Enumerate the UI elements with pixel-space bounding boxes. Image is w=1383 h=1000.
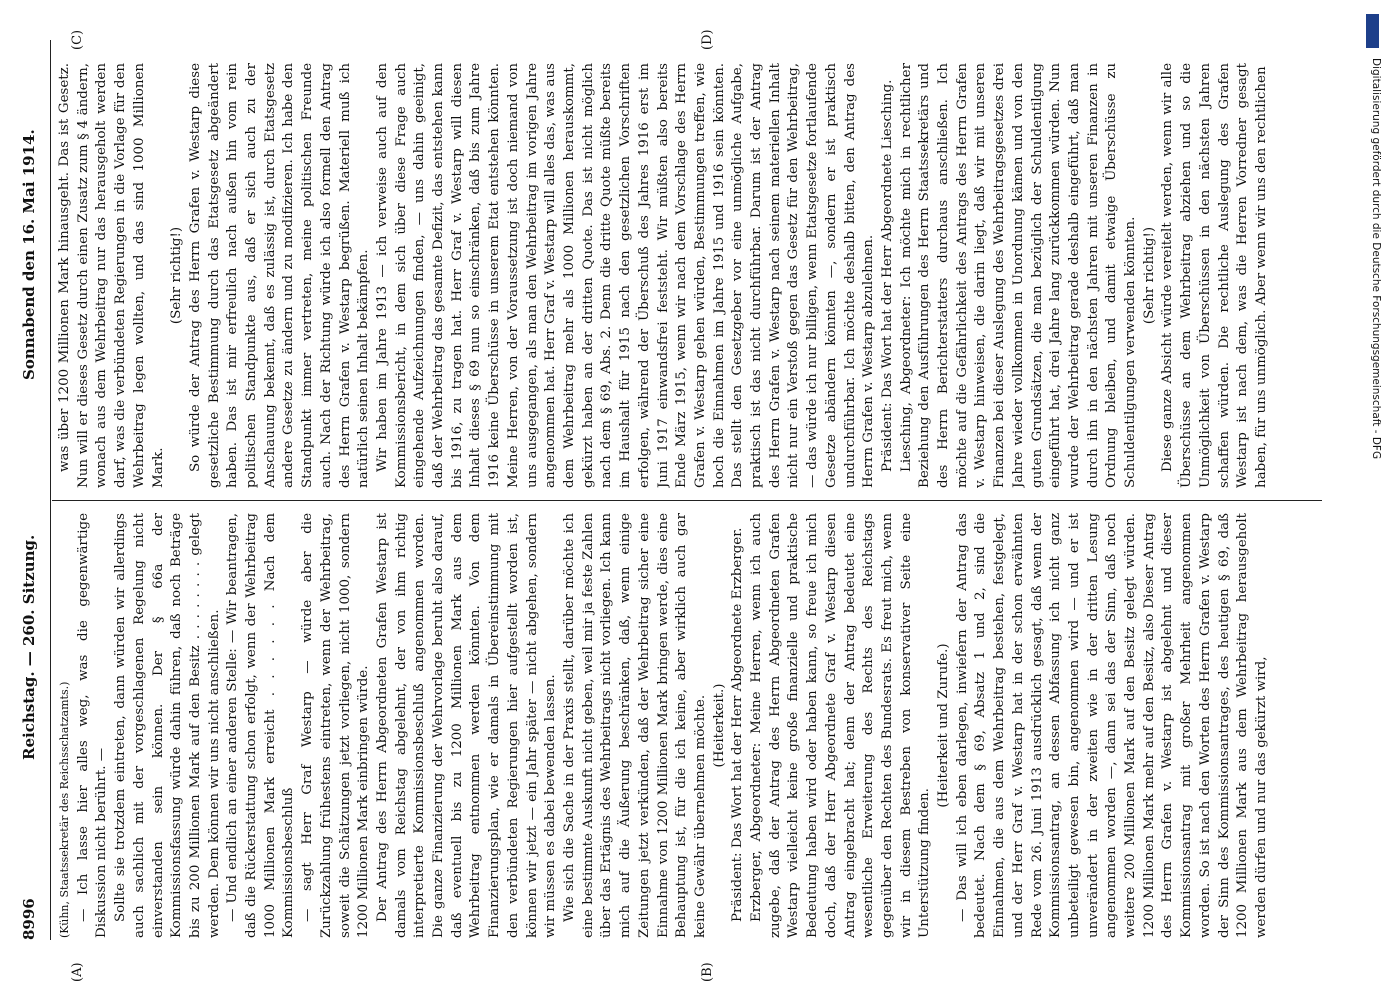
interjection: (Heiterkeit und Zurufe.) xyxy=(936,643,952,808)
sidebar xyxy=(1364,10,1382,1000)
paragraph: Wie sich die Sache in der Praxis stellt, darüber möchte ich eine bestimmte Auskunft nicht geben, weil mir ja feste Zahlen über das Ertägnis des Wehrbeitrags nicht vorliegen. Ich kann mich auf die Äußerung beschränken, daß, wenn einige Zeitungen jetzt verkünden, daß der Wehrbeitrag sicher eine Einnahme von 1200 Millionen Mark bringen werde, dies eine Behauptung ist, für die ich keine, aber wirklich auch gar keine Gewähr übernehmen möchte. xyxy=(561,513,708,938)
running-header xyxy=(20,40,50,940)
margin-mark-d: (D) xyxy=(700,29,715,50)
paragraph: Erzberger, Abgeordneter: Meine Herren, wenn ich auch zugebe, daß der Antrag des Herrn Abgeordneten Grafen Westarp vielleicht keine große finanzielle und praktische Bedeutung haben wird oder haben kann, so freue ich mich doch, daß der Herr Abgeordnete Graf v. Westarp diesen Antrag eingebracht hat; denn der Antrag bedeutet eine wesentliche Erweiterung des Rechts des Reichstags gegenüber den Rechten des Bundesrats. Es freut mich, wenn wir in diesem Bestreben von konservativer Seite eine Unterstützung finden. xyxy=(749,513,933,938)
paragraph: (Kühn, Staatssekretär des Reichsschatzamts.) xyxy=(58,681,71,938)
paragraph: Präsident: Das Wort hat der Herr Abgeordnete Liesching. xyxy=(879,79,895,472)
interjection: (Heiterkeit.) xyxy=(711,683,727,768)
margin-mark-b: (B) xyxy=(700,962,715,982)
dfg-logo xyxy=(1366,14,1379,48)
paragraph: was über 1200 Millionen Mark hinausgeht. Das ist Gesetz. Nun will er dieses Gesetz durch einen Zusatz zum § 4 ändern, wonach aus dem Wehrbeitrag nur das herausgeholt werden darf, was die verbündeten Regierungen in die Vorlage für den Wehrbeitrag legen wollten, und das sind 1000 Millionen Mark. xyxy=(57,63,166,488)
paragraph: — Das will ich eben darlegen, inwiefern der Antrag das bedeutet. Nach dem § 69, Absatz 1 und 2, sind die Einnahmen, die aus dem Wehrbeitrag bestehen, festgelegt, und der Herr Graf v. Westarp hat in der schon erwähnten Rede vom 26. Juni 1913 ausdrücklich gesagt, daß wenn der Kommissionsantrag, an dessen Abfassung ich nicht ganz unbeteiligt gewesen bin, angenommen wird — und er ist unverändert in der zweiten wie in der dritten Lesung angenommen worden —, dann sei das der Sinn, daß noch weitere 200 Millionen Mark auf den Besitz gelegt würden. 1200 Millionen Mark mehr auf den Besitz, also Dieser Antrag des Herrn Grafen v. Westarp ist abgelehnt und dieser Kommissionsantrag mit großer Mehrheit angenommen worden. So ist nach den Worten des Herrn Grafen v. Westarp der Sinn des Kommissionsantrages, des heutigen § 69, daß 1200 Millionen Mark aus dem Wehrbeitrag herausgeholt werden dürfen und nur das gekürzt wird, xyxy=(954,513,1269,938)
paragraph: Präsident: Das Wort hat der Herr Abgeordnete Erzberger. xyxy=(730,527,746,922)
header-rule xyxy=(50,40,51,940)
paragraph: — Und endlich an einer anderen Stelle: — Wir beantragen, daß die Rückerstattung schon erfolgt, wenn der Wehrbeitrag 1000 Millionen Mark erreicht . . . . . . Nach dem Kommissionsbeschluß xyxy=(225,513,297,938)
left-column xyxy=(56,513,1326,938)
sidebar-credit: Digitalisierung gefördert durch die Deutsche Forschungsgemeinschaft - DFG xyxy=(1370,58,1382,460)
right-column xyxy=(56,63,1326,488)
paragraph: — sagt Herr Graf Westarp — würde aber die Zurückzahlung frühestens eintreten, wenn der Wehrbeitrag, soweit die Schätzungen jetzt vorliegen, nicht 1000, sondern 1200 Millionen Mark einbringen würde. xyxy=(300,513,372,938)
paragraph: Diese ganze Absicht würde vereitelt werden, wenn wir alle Überschüsse an dem Wehrbeitrag abziehen und so die Unmöglichkeit von Überschüssen in den nächsten Jahren schaffen würden. Die rechtliche Auslegung des Grafen Westarp ist nach dem, was die Herren Vorredner gesagt haben, für uns unmöglich. Aber wenn wir uns den rechtlichen xyxy=(1160,63,1269,488)
paragraph: Sollte sie trotzdem eintreten, dann würden wir allerdings auch sachlich mit der vorgeschlagenen Regelung nicht einverstanden sein können. Der § 66a der Kommissionsfassung würde dahin führen, daß noch Beträge bis zu 200 Millionen Mark auf den Besitz . . . . . . . . gelegt werden. Dem können wir uns nicht anschließen. xyxy=(113,513,222,938)
interjection: (Sehr richtig!) xyxy=(169,226,185,325)
paragraph: Der Antrag des Herrn Abgeordneten Grafen Westarp ist damals vom Reichstag abgelehnt, der von ihm richtig interpretierte Kommissionsbeschluß angenommen worden. Die ganze Finanzierung der Wehrvorlage beruht also darauf, daß eventuell bis zu 1200 Millionen Mark aus dem Wehrbeitrag entnommen werden könnten. Von dem Finanzierungsplan, wie er damals in Übereinstimmung mit den verbündeten Regierungen hier aufgestellt worden ist, können wir jetzt — ein Jahr später — nicht abgehen, sondern wir müssen es dabei bewenden lassen. xyxy=(374,513,559,938)
margin-mark-c: (C) xyxy=(70,29,85,50)
column-divider xyxy=(52,500,1322,501)
paragraph: Liesching, Abgeordneter: Ich möchte mich in rechtlicher Beziehung den Ausführungen des Herrn Staatssekretärs und des Herrn Berichterstatters durchaus anschließen. Ich möchte auf die Gefährlichkeit des Antrags des Herrn Grafen v. Westarp hinweisen, die darin liegt, daß wir mit unseren Finanzen bei dieser Auslegung des Wehrbeitragsgesetzes drei Jahre wieder vollkommen in Unordnung kämen und von den guten Grundsätzen, die man bezüglich der Schuldentilgung eingeführt hat, drei Jahre lang zurückkommen würden. Nun wurde der Wehrbeitrag gerade deshalb eingeführt, daß man durch ihn in den nächsten Jahren mit unseren Finanzen in Ordnung bleiben, und damit etwaige Überschüsse zu Schuldentilgungen verwenden könnten. xyxy=(898,63,1139,488)
margin-mark-a: (A) xyxy=(70,962,85,982)
paragraph: — Ich lasse hier alles weg, was die gegenwärtige Diskussion nicht berührt. — xyxy=(75,513,110,938)
interjection: (Sehr richtig!) xyxy=(1141,226,1157,325)
header-right-title: Sonnabend den 16. Mai 1914. xyxy=(20,129,38,380)
page-number: 8996 xyxy=(20,898,38,940)
header-left-title: Reichstag. — 260. Sitzung. xyxy=(20,534,38,760)
paragraph: So würde der Antrag des Herrn Grafen v. Westarp diese gesetzliche Bestimmung durch das Etatsgesetz abgeändert haben. Das ist mir erfreulich nach außen hin vom rein politischen Standpunkte aus, daß er sich auch zu der Anschauung bekennt, daß es zulässig ist, durch Etatsgesetz andere Gesetze zu ändern und zu modifizieren. Ich habe den Standpunkt immer vertreten, meine politischen Freunde auch. Nach der Richtung würde ich also formell den Antrag des Herrn Grafen v. Westarp begrüßen. Materiell muß ich natürlich seinen Inhalt bekämpfen. xyxy=(187,63,372,488)
paragraph: Wir haben im Jahre 1913 — ich verweise auch auf den Kommissionsbericht, in dem sich über diese Frage auch eingehende Aufzeichnungen finden, — uns dahin geeinigt, daß der Wehrbeitrag das gesamte Defizit, das entstehen kann bis 1916, zu tragen hat. Herr Graf v. Westarp will diesen Inhalt dieses § 69 nun so einschränken, daß bis zum Jahre 1916 keine Überschüsse in unserem Etat entstehen könnten. Meine Herren, von der Voraussetzung ist doch niemand von uns ausgegangen, als man den Wehrbeitrag im vorigen Jahre angenommen hat. Herr Graf v. Westarp will alles das, was aus dem Wehrbeitrag mehr als 1000 Millionen herauskommt, gekürzt haben an der dritten Quote. Das ist nicht möglich nach dem § 69, Abs. 2. Denn die dritte Quote müßte bereits im Haushalt für 1915 nach den gesetzlichen Vorschriften erfolgen, während der Überschuß des Jahres 1916 erst im Juni 1917 einwandsfrei feststeht. Wir müßten also bereits Ende März 1915, wenn wir nach dem Vorschlage des Herrn Grafen v. Westarp gehen würden, Bestimmungen treffen, wie hoch die Einnahmen im Jahre 1915 und 1916 sein könnten. Das stellt den Gesetzgeber vor eine unmögliche Aufgabe, praktisch ist das nicht durchführbar. Darum ist der Antrag des Herrn Grafen v. Westarp nach seinem materiellen Inhalt nicht nur ein Verstoß gegen das Gesetz für den Wehrbeitrag, — das würde ich nur billigen, wenn Etatsgesetze fortlaufende Gesetze abändern könnten —, sondern er ist praktisch undurchführbar. Ich möchte deshalb bitten, den Antrag des Herrn Grafen v. Westarp abzulehnen. xyxy=(374,63,877,488)
